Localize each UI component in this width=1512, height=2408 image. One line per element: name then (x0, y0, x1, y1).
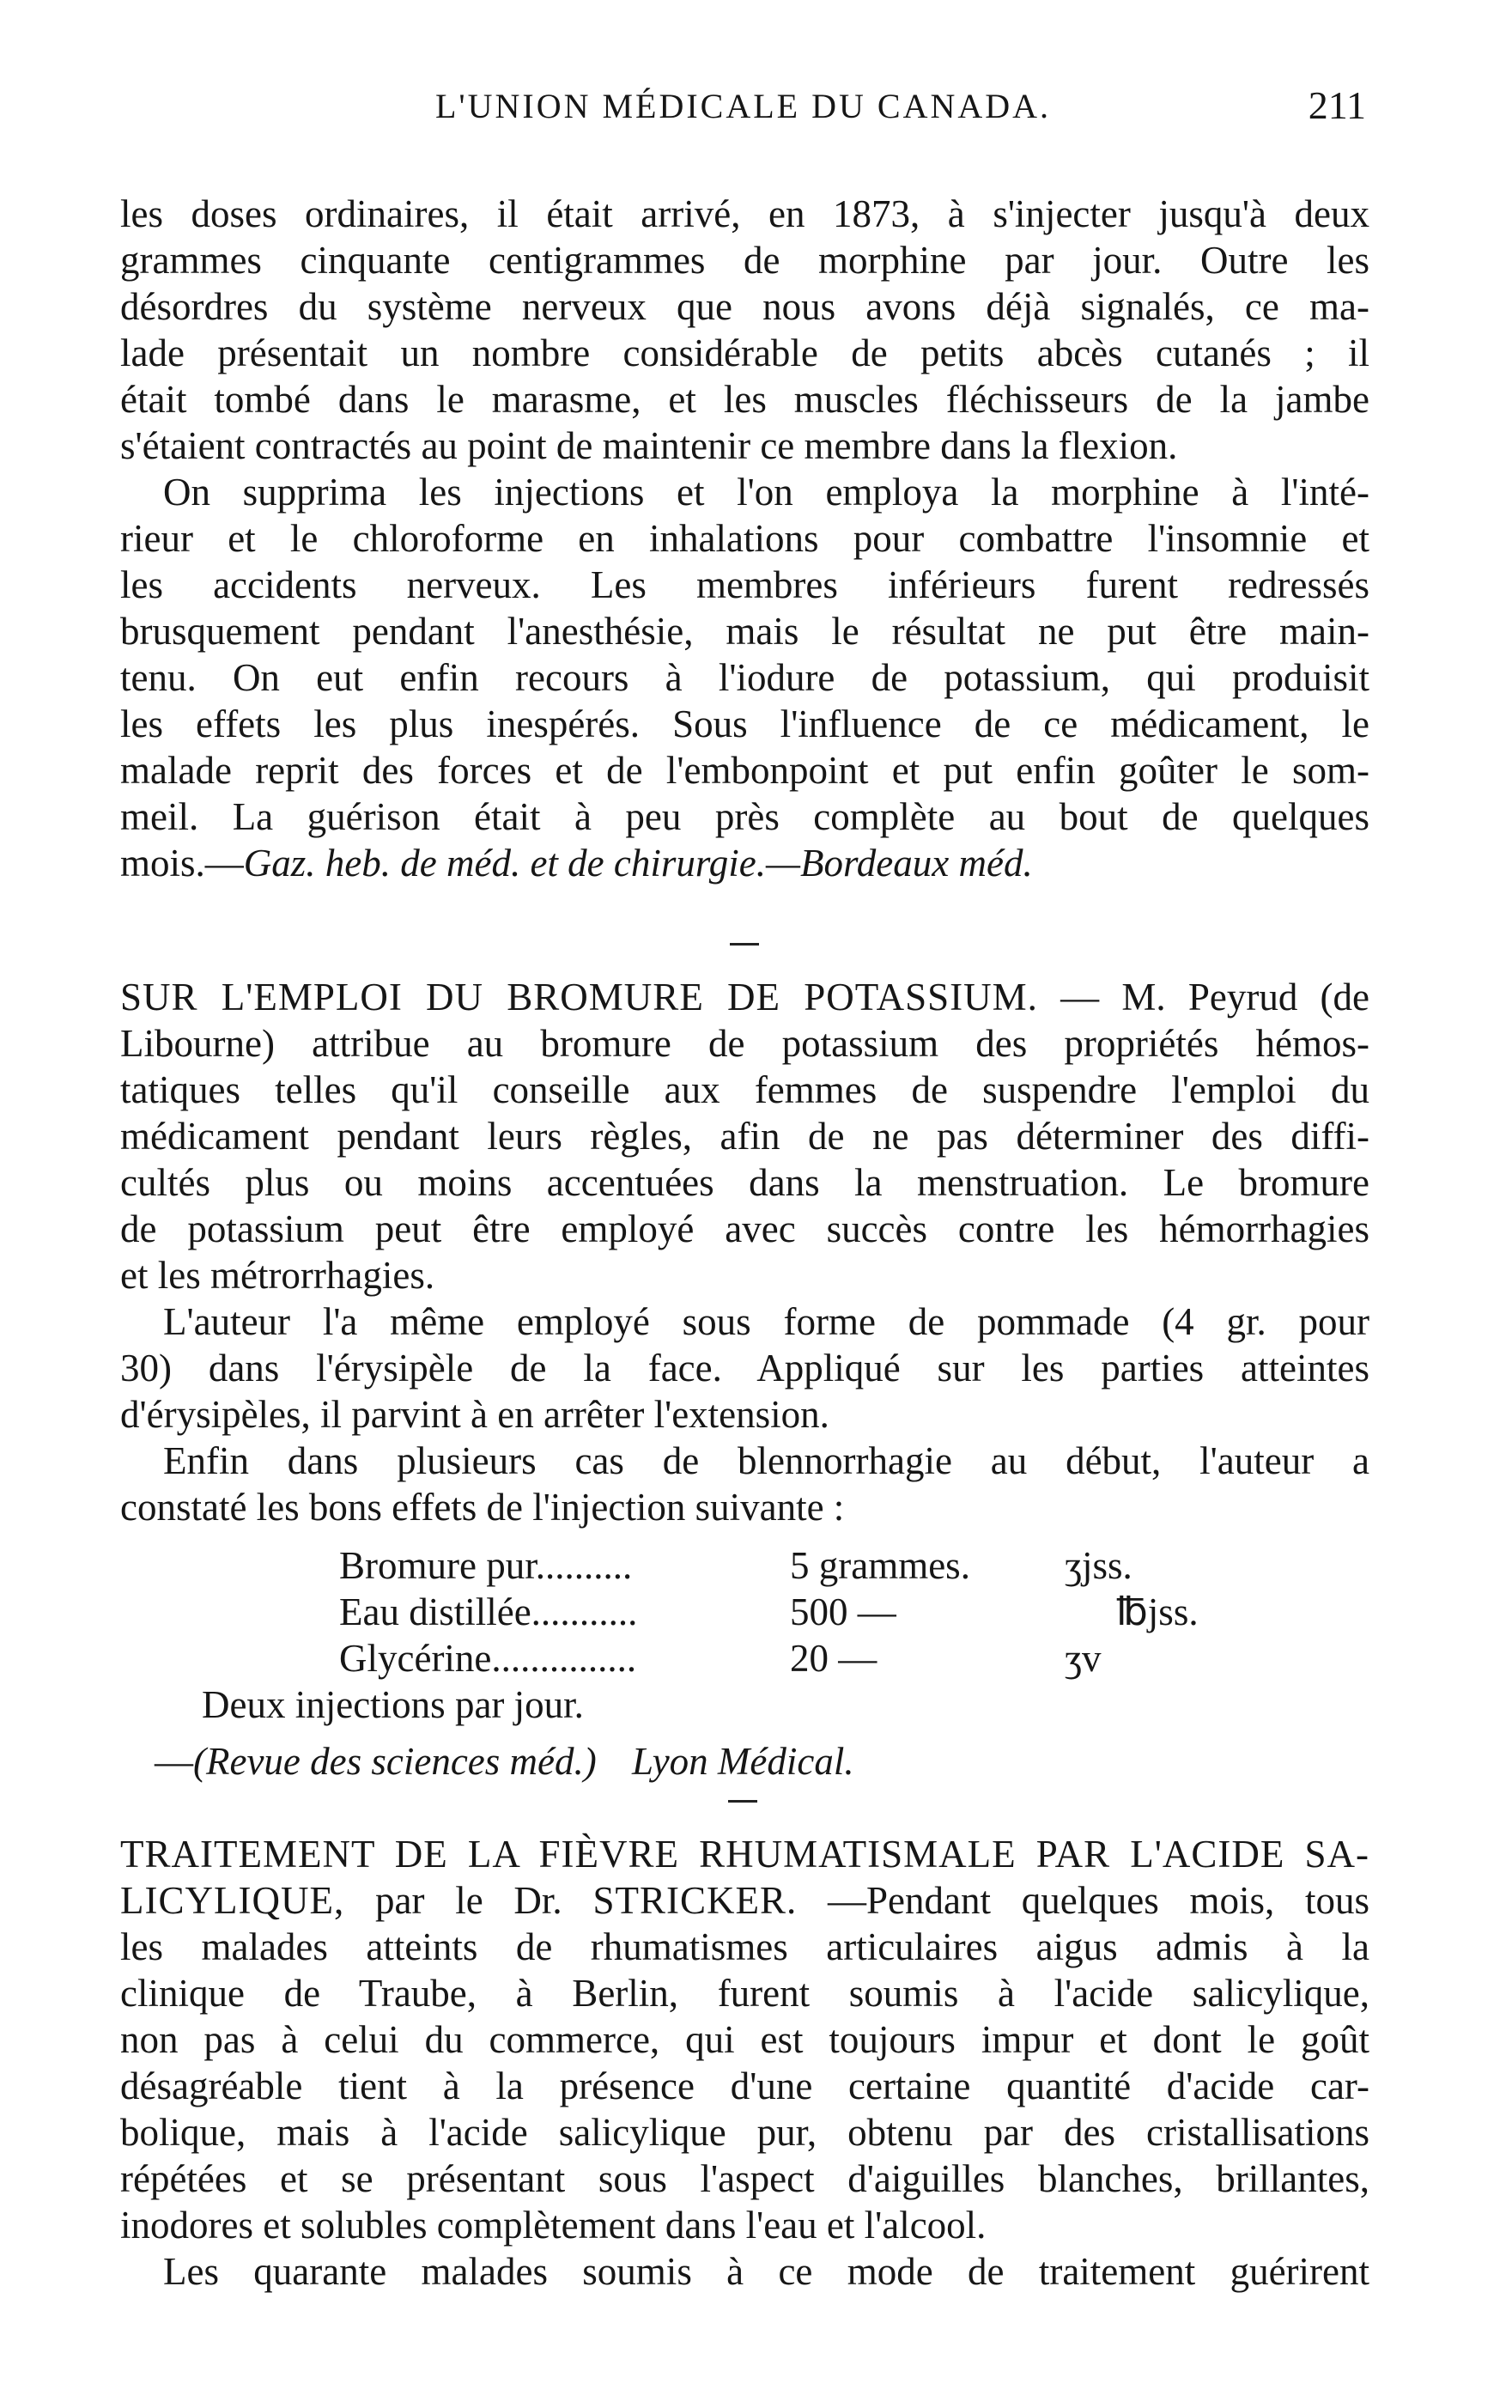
prescription-apothecary: ʒv (1065, 1637, 1102, 1680)
source-citation: Gaz. heb. de méd. et de chirurgie.—Bordeaux méd. (243, 842, 1033, 885)
text-fragment: —Pendant quelques mois, tous (828, 1879, 1370, 1922)
dosage-line: Deux injections par jour. (202, 1683, 584, 1726)
article-title-end: LICYLIQUE, (120, 1879, 345, 1922)
text-line: désagréable tient à la présence d'une certaine quantité d'acide car- (120, 2064, 1369, 2107)
text-line: clinique de Traube, à Berlin, furent soumis à l'acide salicylique, (120, 1972, 1369, 2015)
text-line: inodores et solubles complètement dans l'eau et l'alcool. (120, 2204, 987, 2247)
page-number: 211 (1308, 83, 1366, 127)
text-line: On supprima les injections et l'on employa la morphine à l'inté- (163, 471, 1369, 514)
article-title-line (120, 1877, 1369, 1924)
text-line: tatiques telles qu'il conseille aux femmes de suspendre l'emploi du (120, 1068, 1369, 1111)
prescription-item: Glycérine............... (339, 1637, 637, 1680)
text-line: malade reprit des forces et de l'embonpoint et put enfin goûter le som- (120, 749, 1369, 792)
section-divider (730, 943, 759, 946)
text-line: L'auteur l'a même employé sous forme de pommade (4 gr. pour (163, 1300, 1369, 1343)
text-line: tenu. On eut enfin recours à l'iodure de potassium, qui produisit (120, 656, 1369, 699)
text-line: les malades atteints de rhumatismes articulaires aigus admis à la (120, 1925, 1369, 1968)
section-divider (728, 1800, 757, 1803)
article-title: SUR L'EMPLOI DU BROMURE DE POTASSIUM. (120, 976, 1038, 1019)
text-line: meil. La guérison était à peu près complète au bout de quelques (120, 795, 1369, 838)
prescription-apothecary: ℔jss. (1116, 1590, 1199, 1633)
article-title-line (120, 974, 1369, 1020)
prescription-row (339, 1635, 1369, 1681)
text-line: répétées et se présentant sous l'aspect d'aiguilles blanches, brillantes, (120, 2157, 1369, 2200)
prescription-quantity: 5 grammes. (790, 1544, 970, 1587)
article-title: TRAITEMENT DE LA FIÈVRE RHUMATISMALE PAR L'ACIDE SA- (120, 1833, 1369, 1876)
text-line: 30) dans l'érysipèle de la face. Appliqué sur les parties atteintes (120, 1347, 1369, 1389)
source-line-text: mois.— (120, 842, 244, 885)
prescription-apothecary: ʒjss. (1065, 1544, 1132, 1587)
text-line: les doses ordinaires, il était arrivé, en 1873, à s'injecter jusqu'à deux (120, 192, 1369, 235)
source-line (120, 840, 1369, 886)
text-line: désordres du système nerveux que nous avons déjà signalés, ce ma- (120, 285, 1369, 328)
prescription-quantity: 500 — (790, 1590, 896, 1633)
text-line: médicament pendant leurs règles, afin de ne pas déterminer des diffi- (120, 1115, 1369, 1158)
text-line: Enfin dans plusieurs cas de blennorrhagie au début, l'auteur a (163, 1439, 1369, 1482)
text-line: brusquement pendant l'anesthésie, mais le résultat ne put être main- (120, 610, 1369, 653)
text-line: et les métrorrhagies. (120, 1254, 435, 1297)
running-title: L'UNION MÉDICALE DU CANADA. (434, 87, 1052, 125)
text-line: les effets les plus inespérés. Sous l'influence de ce médicament, le (120, 702, 1369, 745)
source-dash: — (155, 1740, 193, 1783)
text-line: cultés plus ou moins accentuées dans la menstruation. Le bromure (120, 1161, 1369, 1204)
text-line: de potassium peut être employé avec succès contre les hémorrhagies (120, 1207, 1369, 1250)
source-journal: Lyon Médical. (632, 1740, 854, 1783)
text-line: grammes cinquante centigrammes de morphine par jour. Outre les (120, 239, 1369, 282)
text-line: bolique, mais à l'acide salicylique pur, obtenu par des cristallisations (120, 2111, 1369, 2154)
text-fragment: par le Dr. (374, 1879, 562, 1922)
source-citation: (Revue des sciences méd.) (193, 1740, 597, 1783)
text-line: les accidents nerveux. Les membres inférieurs furent redressés (120, 563, 1369, 606)
prescription-row (339, 1542, 1369, 1589)
prescription-item: Bromure pur.......... (339, 1544, 633, 1587)
text-line: d'érysipèles, il parvint à en arrêter l'extension. (120, 1393, 829, 1436)
text-fragment: — M. Peyrud (de (1060, 976, 1370, 1019)
text-line: lade présentait un nombre considérable de petits abcès cutanés ; il (120, 331, 1369, 374)
text-line: rieur et le chloroforme en inhalations pour combattre l'insomnie et (120, 517, 1369, 560)
page-header (120, 83, 1366, 137)
prescription-item: Eau distillée........... (339, 1590, 638, 1633)
text-line: Libourne) attribue au bromure de potassium des propriétés hémos- (120, 1022, 1369, 1065)
prescription-row (339, 1589, 1369, 1635)
author-name: STRICKER. (592, 1879, 798, 1922)
text-line: Les quarante malades soumis à ce mode de traitement guérirent (163, 2250, 1369, 2293)
source-line (155, 1738, 854, 1785)
prescription-quantity: 20 — (790, 1637, 877, 1680)
text-line: constaté les bons effets de l'injection suivante : (120, 1486, 845, 1529)
text-line: était tombé dans le marasme, et les muscles fléchisseurs de la jambe (120, 378, 1369, 421)
text-line: non pas à celui du commerce, qui est toujours impur et dont le goût (120, 2018, 1369, 2061)
text-line: s'étaient contractés au point de maintenir ce membre dans la flexion. (120, 424, 1178, 467)
